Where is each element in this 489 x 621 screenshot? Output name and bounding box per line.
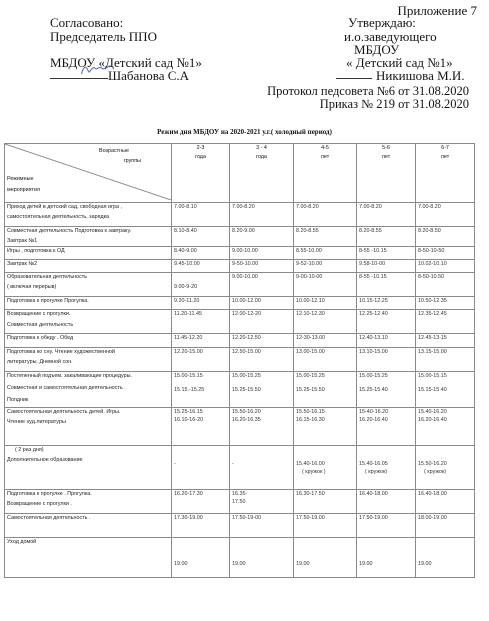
time-value: 15.00-15.15 — [418, 372, 447, 379]
time-cell — [416, 445, 475, 489]
time-value: 12.45-13.15 — [418, 335, 447, 342]
activity-line: Образовательная деятельность — [7, 274, 88, 281]
activity-line: Подготовка к обеду . Обед — [7, 335, 74, 342]
time-value: 8.55-10.00 — [296, 247, 322, 254]
corner-regime-label: Режимные — [7, 176, 34, 182]
time-cell — [230, 246, 294, 259]
appendix-label: Приложение 7 — [397, 3, 477, 18]
activity-cell — [5, 407, 172, 445]
time-value: 15-40-16.20 — [359, 408, 389, 415]
activity-line: Подготовка к прогулке Прогулка. — [7, 298, 89, 305]
time-cell — [416, 310, 475, 334]
time-value: 19.00 — [418, 560, 432, 567]
time-cell — [357, 203, 416, 227]
column-unit: года — [256, 154, 267, 161]
time-cell — [416, 246, 475, 259]
time-value: 9.00-10.00 — [232, 274, 258, 281]
time-value: 8-55 -10.15 — [359, 247, 387, 254]
column-age: 5-6 — [382, 145, 390, 151]
acting-head-name: Никишова М.И. — [376, 68, 465, 83]
time-value: 7.00-8.10 — [174, 204, 197, 210]
table-row — [5, 227, 475, 247]
time-cell — [416, 489, 475, 513]
time-value: 12.00-12-20 — [232, 311, 262, 318]
table-row — [5, 259, 475, 272]
activity-line: Подготовка ко сну. Чтение художественной — [7, 348, 115, 355]
time-value: 8.20-8.50 — [418, 228, 441, 234]
time-value: 13.00-15.00 — [296, 348, 325, 355]
time-value: 19.00 — [296, 560, 310, 567]
activity-cell — [5, 334, 172, 347]
time-cell — [294, 246, 357, 259]
union-chair-title: Председатель ППО — [50, 29, 157, 44]
time-cell — [416, 537, 475, 577]
time-value: 8.20-9.00 — [232, 228, 255, 234]
time-value: 13.10-15.00 — [359, 348, 388, 355]
time-value: 19.00 — [232, 560, 246, 567]
time-value: 9.20-11.20 — [174, 298, 200, 305]
column-header — [357, 144, 416, 203]
time-cell — [294, 513, 357, 537]
time-value-secondary: 16.15-16.30 — [296, 417, 325, 424]
time-cell — [416, 203, 475, 227]
column-header — [172, 144, 230, 203]
activity-cell — [5, 371, 172, 407]
time-cell — [294, 371, 357, 407]
table-row — [5, 273, 475, 297]
column-unit: лет — [320, 154, 330, 161]
time-cell — [230, 273, 294, 297]
activity-cell — [5, 347, 172, 371]
time-cell — [172, 489, 230, 513]
activity-cell — [5, 297, 172, 310]
time-value: 11.45-12.20 — [174, 335, 203, 342]
time-value: 15.40-16.00 — [296, 460, 325, 467]
time-value-secondary: 16.20-16.40 — [418, 417, 447, 424]
activity-line: Постепенный подъем, закаливающие процедуры. — [7, 372, 132, 379]
table-row — [5, 445, 475, 489]
time-value-secondary: ( кружок) — [365, 469, 388, 476]
time-value: 8.20-8.55 — [359, 228, 382, 234]
time-cell — [357, 273, 416, 297]
time-cell — [357, 513, 416, 537]
time-cell — [294, 297, 357, 310]
activity-line: Возвращение с прогулки. — [7, 311, 71, 318]
activity-line: Дополнительное образование — [7, 457, 83, 464]
time-value: 16.35- — [232, 490, 248, 497]
schedule-title: Режим дня МБДОУ на 2020-2021 у.г.( холодный период) — [157, 128, 332, 136]
column-age: 4-5 — [321, 145, 329, 151]
time-cell — [416, 227, 475, 247]
time-value: 15.00-15.25 — [359, 372, 388, 379]
time-value-secondary: 17.50 — [232, 499, 246, 506]
time-value: 7.00-8.20 — [418, 204, 441, 210]
table-row — [5, 371, 475, 407]
time-value: 8-50-10.50 — [418, 274, 445, 281]
activity-cell — [5, 246, 172, 259]
time-value: 15.50-16.15 — [296, 408, 325, 415]
activity-cell — [5, 513, 172, 537]
activity-cell — [5, 227, 172, 247]
time-cell — [357, 297, 416, 310]
column-unit: лет — [381, 154, 391, 161]
time-cell — [294, 259, 357, 272]
time-value: 10.02-10.10 — [418, 260, 447, 267]
table-row — [5, 489, 475, 513]
time-cell — [172, 371, 230, 407]
time-cell — [294, 347, 357, 371]
time-cell — [172, 297, 230, 310]
time-value: 9.00-9-20 — [174, 284, 198, 291]
activity-line: Совместная и самостоятельная деятельность . — [7, 385, 126, 392]
time-value: 15.40-16.05 — [359, 460, 388, 467]
time-value: 12-30-13.00 — [296, 335, 326, 342]
table-row — [5, 513, 475, 537]
column-unit: года — [195, 154, 206, 161]
time-value: 7.00-8.20 — [232, 204, 255, 210]
time-value: 7.00-8.20 — [296, 204, 319, 210]
approval-heading: Согласовано: — [50, 15, 124, 30]
time-value: 12.50-15.00 — [232, 348, 261, 355]
activity-line: Самостоятельная деятельность детей. Игры. — [7, 408, 121, 415]
time-value: 15.00-15.25 — [296, 372, 325, 379]
time-value-secondary: ( кружок) — [424, 469, 447, 476]
column-header — [416, 144, 475, 203]
time-cell — [172, 347, 230, 371]
time-cell — [294, 334, 357, 347]
time-value: 9-00-10-00 — [296, 274, 323, 281]
activity-cell — [5, 489, 172, 513]
time-cell — [294, 489, 357, 513]
time-value: 15.25-16.15 — [174, 408, 203, 415]
time-cell — [230, 227, 294, 247]
time-value-secondary: 15.25-15.50 — [232, 387, 261, 394]
activity-cell — [5, 310, 172, 334]
time-value: 10.00-12.10 — [296, 298, 325, 305]
time-value: 12.20-12.50 — [232, 335, 261, 342]
time-value: 9.00-10.00 — [232, 247, 258, 254]
activity-line: самостоятельная деятельность, зарядка — [7, 214, 110, 221]
time-value: 10.00-12.00 — [232, 298, 261, 305]
time-value: 15.40-16.20 — [418, 408, 447, 415]
time-value: 9.45-10.00 — [174, 260, 200, 267]
time-value: 12.10-12.30 — [296, 311, 325, 318]
time-cell — [230, 537, 294, 577]
time-cell — [230, 259, 294, 272]
time-value: 13.15-15.00 — [418, 348, 447, 355]
time-value: 10.50-12.35 — [418, 298, 447, 305]
time-cell — [416, 273, 475, 297]
time-value: 19.00 — [359, 560, 373, 567]
time-cell — [294, 407, 357, 445]
time-cell — [230, 334, 294, 347]
time-value: - — [232, 460, 234, 467]
time-value: 11.20-11.45 — [174, 311, 202, 318]
activity-line: Самостоятельная деятельность . — [7, 514, 91, 521]
activity-line: Возвращение с прогулки . — [7, 501, 72, 508]
kindergarten-name-left: МБДОУ «Детский сад №1» — [50, 55, 202, 70]
time-value-secondary: 15.25-15.50 — [296, 387, 325, 394]
time-cell — [357, 347, 416, 371]
time-value: - — [174, 460, 176, 467]
activity-line: Подготовка к прогулке . Прогулка. — [7, 490, 92, 497]
time-cell — [357, 407, 416, 445]
activity-line: Уход домой — [7, 538, 37, 545]
daily-schedule-table — [4, 143, 475, 578]
time-value: 18.00-19.00 — [418, 514, 447, 521]
activity-line: ( включая перерыв) — [7, 284, 57, 291]
time-value: 16.40-18.00 — [359, 490, 388, 497]
order-line: Приказ № 219 от 31.08.2020 — [319, 97, 469, 111]
activity-line: Чтение худ.литературы — [7, 419, 66, 426]
time-cell — [172, 259, 230, 272]
time-cell — [416, 347, 475, 371]
time-cell — [294, 537, 357, 577]
table-row — [5, 203, 475, 227]
time-cell — [172, 334, 230, 347]
activity-cell — [5, 273, 172, 297]
mbdou-label: МБДОУ — [354, 42, 400, 57]
left-signature-line — [50, 78, 108, 79]
time-value-secondary: 15.15-15.40 — [418, 387, 447, 394]
time-cell — [172, 537, 230, 577]
table-row — [5, 246, 475, 259]
time-cell — [172, 273, 230, 297]
corner-groups-label: группы — [123, 158, 141, 164]
time-value: 9-52-10.00 — [296, 260, 323, 267]
time-value: 8.20-8.55 — [296, 228, 319, 234]
time-cell — [230, 347, 294, 371]
acting-head-title: и.о.заведующего — [344, 29, 437, 44]
time-cell — [172, 407, 230, 445]
time-cell — [230, 297, 294, 310]
corner-cell — [5, 144, 172, 203]
time-value: 15.50-16.20 — [232, 408, 261, 415]
activity-line: литературы. Дневной сон. — [7, 359, 73, 366]
time-value: 8.10-8.40 — [174, 228, 197, 234]
time-cell — [357, 371, 416, 407]
time-value: 16.20-17.30 — [174, 490, 203, 497]
table-row — [5, 407, 475, 445]
column-header — [230, 144, 294, 203]
activity-line: Завтрак №1 — [7, 238, 38, 245]
time-cell — [172, 227, 230, 247]
time-value: 17.50-19.00 — [296, 514, 325, 521]
time-value: 10.15-12.25 — [359, 298, 388, 305]
union-chair-name: Шабанова С.А — [108, 68, 190, 83]
time-value: 19.00 — [174, 560, 188, 567]
time-cell — [172, 445, 230, 489]
time-value: 8-50-10-50 — [418, 247, 445, 254]
time-cell — [357, 227, 416, 247]
time-value: 9.58-10-00 — [359, 260, 386, 267]
column-age: 3 - 4 — [256, 145, 267, 151]
approve-heading: Утверждаю: — [348, 15, 416, 30]
time-cell — [230, 203, 294, 227]
time-cell — [230, 445, 294, 489]
time-value: 16.40-18.00 — [418, 490, 447, 497]
activity-cell — [5, 259, 172, 272]
time-value: 15.50-16.20 — [418, 460, 447, 467]
time-cell — [416, 407, 475, 445]
column-age: 2-3 — [196, 145, 205, 151]
activity-line: Совместная деятельность Подготовка к завтраку. — [7, 228, 132, 234]
activity-line: ( 2 раз дня) — [15, 446, 44, 453]
time-cell — [294, 203, 357, 227]
time-cell — [357, 489, 416, 513]
time-cell — [357, 310, 416, 334]
activity-line: Игры , подготовка к ОД — [7, 247, 65, 254]
time-cell — [357, 334, 416, 347]
table-row — [5, 347, 475, 371]
time-value-secondary: 15.15.-15.25 — [174, 387, 205, 394]
time-value: 9-50-10.00 — [232, 260, 259, 267]
activity-line: Приход детей в детский сад, свободная игра , — [7, 204, 123, 210]
time-value-secondary: 15.25-15.40 — [359, 387, 388, 394]
right-signature-line — [336, 78, 372, 79]
time-value-secondary: ( кружок ) — [302, 469, 326, 476]
protocol-line: Протокол педсовета №6 от 31.08.2020 — [267, 84, 469, 98]
time-value: 15.00-15.25 — [232, 372, 261, 379]
time-cell — [294, 227, 357, 247]
time-cell — [294, 445, 357, 489]
column-unit: лет — [440, 154, 450, 161]
corner-activities-label: мероприятия — [7, 187, 40, 193]
time-value: 8.40-9.00 — [174, 247, 197, 254]
activity-line: Завтрак №2 — [7, 260, 38, 267]
table-row — [5, 297, 475, 310]
time-value: 17.30-19.00 — [174, 514, 203, 521]
time-value: 12.20-15.00 — [174, 348, 203, 355]
time-cell — [230, 513, 294, 537]
time-cell — [416, 334, 475, 347]
time-value: 16.30-17.50 — [296, 490, 325, 497]
activity-cell — [5, 537, 172, 577]
corner-age-label: Возрастные — [98, 148, 129, 154]
column-age: 6-7 — [441, 145, 449, 151]
time-value: 12.25-12.40 — [359, 311, 388, 318]
time-cell — [294, 310, 357, 334]
time-cell — [294, 273, 357, 297]
table-row — [5, 537, 475, 577]
activity-line: Совместная деятельность — [7, 321, 74, 328]
time-cell — [416, 371, 475, 407]
time-cell — [357, 537, 416, 577]
time-value: 17.50-19-00 — [232, 514, 262, 521]
activity-cell — [5, 203, 172, 227]
activity-line: Полдник — [7, 397, 29, 404]
time-cell — [172, 310, 230, 334]
activity-cell — [5, 445, 172, 489]
table-header-row — [5, 144, 475, 203]
time-cell — [172, 203, 230, 227]
time-value: 15.00-15.15 — [174, 372, 203, 379]
time-cell — [230, 489, 294, 513]
time-cell — [416, 297, 475, 310]
time-cell — [172, 246, 230, 259]
kindergarten-name-right: « Детский сад №1» — [346, 55, 453, 70]
time-value-secondary: 16.10-16-20 — [174, 417, 204, 424]
time-value: 12.35-12.45 — [418, 311, 447, 318]
time-cell — [357, 246, 416, 259]
time-cell — [357, 259, 416, 272]
table-row — [5, 310, 475, 334]
time-cell — [416, 259, 475, 272]
time-value-secondary: 16.20-16.40 — [359, 417, 388, 424]
time-cell — [230, 310, 294, 334]
time-cell — [416, 513, 475, 537]
time-value: 8-55 -10.15 — [359, 274, 387, 281]
time-value: 12.40-13.10 — [359, 335, 388, 342]
time-cell — [172, 513, 230, 537]
time-cell — [357, 445, 416, 489]
time-value: 17.50-19.00 — [359, 514, 388, 521]
time-value: 7.00-8.20 — [359, 204, 382, 210]
time-value-secondary: 16.20-16.35 — [232, 417, 261, 424]
time-cell — [230, 407, 294, 445]
column-header — [294, 144, 357, 203]
table-row — [5, 334, 475, 347]
time-cell — [230, 371, 294, 407]
